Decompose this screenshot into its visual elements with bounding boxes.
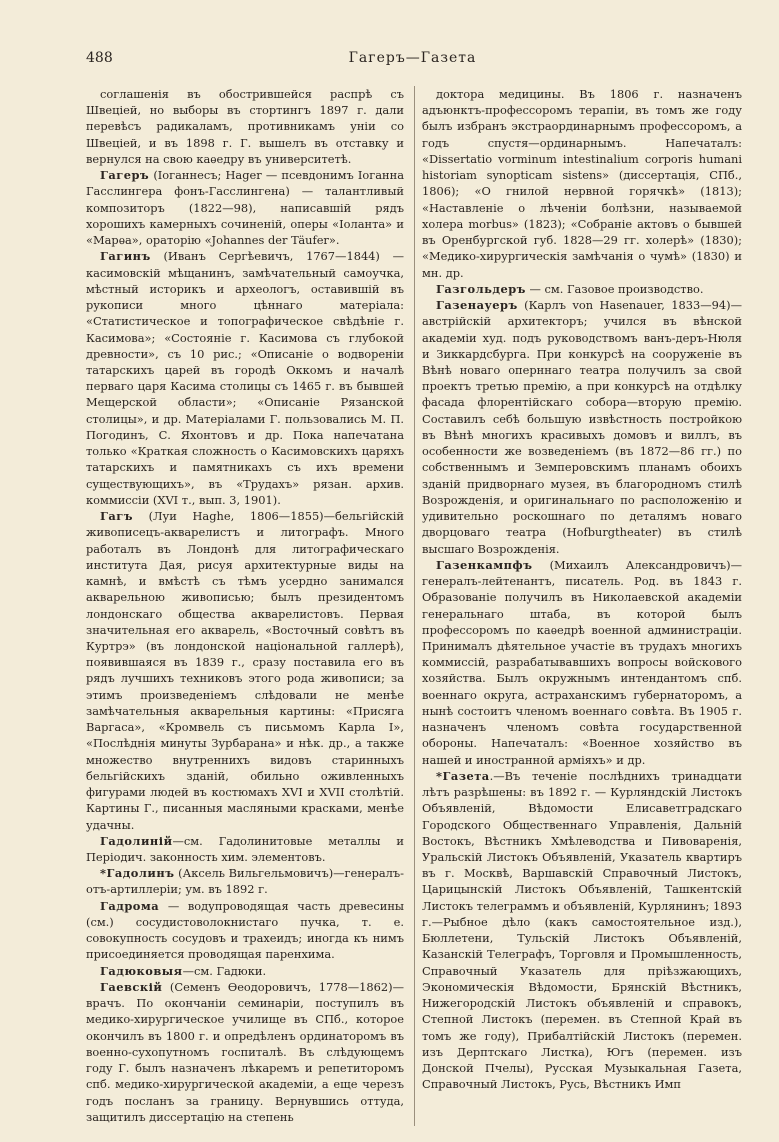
- entry-headword: Гадюковыя: [100, 963, 183, 978]
- entry-headword: Гагеръ: [100, 168, 150, 183]
- article-entry: [86, 248, 404, 508]
- left-column: [86, 86, 404, 1125]
- running-title: Гагеръ—Газета: [348, 50, 477, 66]
- entry-text: доктора медицины. Въ 1806 г. назначенъ адъюнктъ-профессоромъ терапіи, въ томъ же году былъ избранъ экстраординарнымъ профессоромъ, а годъ спустя—ординарнымъ. Напечаталъ: «Dissertatio vorminum intestinalium corporis humani historiam synopticam sistens» (диссертація, СПб., 1806); «О гнилой нервной горячкѣ» (1813); «Наставленіе о лѣченіи болѣзни, называемой холера morbus» (1823); «Собраніе актовъ о бывшей въ Оренбургской губ. 1828—29 гг. холерѣ» (1830); «Медико-хирургическія замѣчанія о чумѣ» (1830) и мн. др.: [422, 87, 742, 280]
- entry-headword: Гаевскій: [100, 979, 163, 994]
- entry-text: (Аксель Вильгельмовичъ)—генералъ-отъ-артиллеріи; ум. въ 1892 г.: [86, 866, 404, 897]
- entry-headword: *Гадолинъ: [100, 866, 175, 881]
- entry-headword: Гагинъ: [100, 249, 151, 264]
- article-entry: [422, 297, 742, 557]
- right-column: [422, 86, 742, 1093]
- entry-text: —см. Гадолинитовые металлы и Періодич. законность хим. элементовъ.: [86, 833, 404, 865]
- article-entry: [86, 979, 404, 1125]
- entry-headword: Гагъ: [100, 509, 133, 524]
- entry-text: (Іоганнесъ; Hager — псевдонимъ Іоганна Гасслингера фонъ-Гасслингенa) — талантливый композиторъ (1822—98), написавшій рядъ хорошихъ камерныхъ сочиненій, оперы «Іоланта» и «Марѳа», ораторію «Johannes der Täufer».: [86, 168, 404, 248]
- column-divider: [414, 86, 415, 1126]
- entry-headword: Гадолиній: [100, 833, 173, 848]
- entry-text: (Иванъ Сергѣевичъ, 1767—1844) — касимовскій мѣщанинъ, замѣчательный самоучка, мѣстный историкъ и археологъ, оставившій въ рукописи много цѣннаго матеріала: «Статистическое и топографическое свѣдѣніе г. Касимова»; «Состояніе г. Касимова съ глубокой древности», съ 10 рис.; «Описаніе о водвореніи татарскихъ царей въ городѣ Оккомъ и началѣ перваго царя Касима столицы съ 1465 г. въ бывшей Мещерской области»; «Описаніе Рязанской столицы», и др. Матеріалами Г. пользовались М. П. Погодинъ, С. Яхонтовъ и др. Пока напечатана только «Краткая сложность о Касимовскихъ царяхъ татарскихъ и памятникахъ съ ихъ времени существующихъ», въ «Трудахъ» рязан. архив. коммиссіи (XVI т., вып. 3, 1901).: [86, 249, 404, 507]
- entry-text: соглашенія въ обострившейся распрѣ съ Швеціей, но выборы въ стортингъ 1897 г. дали перевѣсъ радикаламъ, противникамъ уніи со Швеціей, и въ 1898 г. Г. вышелъ въ отставку и вернулся на свою каѳедру въ университетѣ.: [86, 87, 404, 166]
- entry-headword: Газенауеръ: [436, 298, 518, 313]
- article-entry: [422, 557, 742, 768]
- entry-text: (Карлъ von Hasenauer, 1833—94)—австрійскій архитекторъ; учился въ вѣнской академіи худ. подъ руководствомъ ванъ-деръ-Нюля и Зиккардсбурга. При конкурсѣ на сооруженіе въ Вѣнѣ новаго оперннаго театра получилъ за свой проектъ третью премію, а при конкурсѣ на отдѣлку фасада флорентійскаго собора—вторую премію. Составилъ себѣ большую извѣстность постройкою въ Вѣнѣ многихъ красивыхъ домовъ и виллъ, въ особенности же возведеніемъ (въ 1872—86 гг.) по собственнымъ и Земперовскимъ планамъ обоихъ зданій придворнаго музея, въ благородномъ стилѣ Возрожденія, и оригинальнаго по расположенію и удивительно роскошнаго по деталямъ новаго дворцоваго театра (Hofburgtheater) въ стилѣ высшаго Возрожденія.: [422, 298, 742, 556]
- article-entry: [422, 768, 742, 1093]
- entry-text: (Луи Haghe, 1806—1855)—бельгійскій живописецъ-акварелистъ и литографъ. Много работалъ въ Лондонѣ для литографическаго института Дая, рисуя архитектурные виды на камнѣ, и вмѣстѣ съ тѣмъ усердно занимался акварельною живописью; былъ президентомъ лондонскаго общества акварелистовъ. Первая значительная его акварель, «Восточный совѣтъ въ Куртрэ» (въ лондонской національной галлерѣ), появившаяся въ 1839 г., сразу поставила его въ рядъ лучшихъ техниковъ этого рода живописи; за этимъ произведеніемъ слѣдовали не менѣе замѣчательныя акварельныя картины: «Присяга Варгаса», «Кромвель съ письмомъ Карла I», «Послѣднія минуты Зурбарана» и нѣк. др., а также множество внутреннихъ видовъ старинныхъ бельгійскихъ зданій, обильно оживленныхъ фигурами людей въ костюмахъ XVI и XVII столѣтій. Картины Г., писанныя масляными красками, менѣе удачны.: [86, 509, 404, 832]
- entry-headword: *Газета: [436, 768, 490, 783]
- entry-headword: Газгольдеръ: [436, 281, 526, 296]
- page-header: [86, 50, 739, 74]
- entry-text: — водупроводящая часть древесины (см.) сосудистоволокнистаго пучка, т. е. совокупность сосудовъ и трахеидъ; иногда къ нимъ присоединяется проводящая паренхима.: [86, 898, 404, 962]
- entry-headword: Гадрома: [100, 898, 160, 913]
- article-entry: [86, 167, 404, 248]
- article-entry: [422, 86, 742, 281]
- entry-text: — см. Газовое производство.: [525, 281, 704, 296]
- article-entry: [86, 898, 404, 963]
- entry-text: (Михаилъ Александровичъ)—генералъ-лейтенантъ, писатель. Род. въ 1843 г. Образованіе получилъ въ Николаевской академіи генеральнаго штаба, въ которой былъ профессоромъ по каѳедрѣ военной администраціи. Принималъ дѣятельное участіе въ трудахъ многихъ коммиссій, разрабатывавшихъ вопросы войскового хозяйства. Былъ окружнымъ интендантомъ спб. военнаго округа, астраханскимъ губернаторомъ, а нынѣ состоитъ членомъ военнаго совѣта. Въ 1905 г. назначенъ членомъ совѣта государственной обороны. Напечаталъ: «Военное хозяйство въ нашей и иностранной арміяхъ» и др.: [422, 557, 742, 767]
- article-entry: [86, 865, 404, 897]
- entry-text: .—Въ теченіе послѣднихъ тринадцати лѣтъ разрѣшены: въ 1892 г. — Курляндскій Листокъ Объявленій, Вѣдомости Елисаветградскаго Городского Общественнаго Управленія, Дальній Востокъ, Вѣстникъ Хмѣлеводства и Пивоваренія, Уральскій Листокъ Объявленій, Указатель квартиръ въ г. Москвѣ, Варшавскій Справочный Листокъ, Царицынскій Листокъ Объявленій, Ташкентскій Листокъ телеграммъ и объявленій, Курлянинъ; 1893 г.—Рыбное дѣло (какъ самостоятельное изд.), Бюллетени, Тульскій Листокъ Объявленій, Казанскій Телеграфъ, Торговля и Промышленность, Справочный Указатель для пріѣзжающихъ, Экономическія Вѣдомости, Брянскій Вѣстникъ, Нижегородскій Листокъ объявленій и справокъ, Степной Листокъ (перемен. въ Степной Край въ томъ же году), Прибалтійскій Листокъ (перемен. изъ Дерптскаго Листка), Югъ (перемен. изъ Донской Пчелы), Русская Музыкальная Газета, Справочный Листокъ, Русь, Вѣстникъ Имп: [422, 768, 742, 1092]
- entry-text: —см. Гадюки.: [182, 963, 267, 978]
- entry-headword: Газенкампфъ: [436, 557, 533, 572]
- article-entry: [86, 86, 404, 167]
- entry-text: (Семенъ Ѳеодоровичъ, 1778—1862)—врачъ. По окончаніи семинаріи, поступилъ въ медико-хирургическое училище въ СПб., которое окончилъ въ 1800 г. и опредѣленъ ординаторомъ въ военно-сухопутномъ госпиталѣ. Въ слѣдующемъ году Г. былъ назначенъ лѣкаремъ и репетиторомъ спб. медико-хирургической академіи, а еще черезъ годъ посланъ за границу. Вернувшись оттуда, защитилъ диссертацію на степень: [86, 979, 404, 1124]
- article-entry: [422, 281, 742, 297]
- article-entry: [86, 508, 404, 833]
- article-entry: [86, 963, 404, 979]
- page-number: 488: [86, 50, 113, 66]
- article-entry: [86, 833, 404, 865]
